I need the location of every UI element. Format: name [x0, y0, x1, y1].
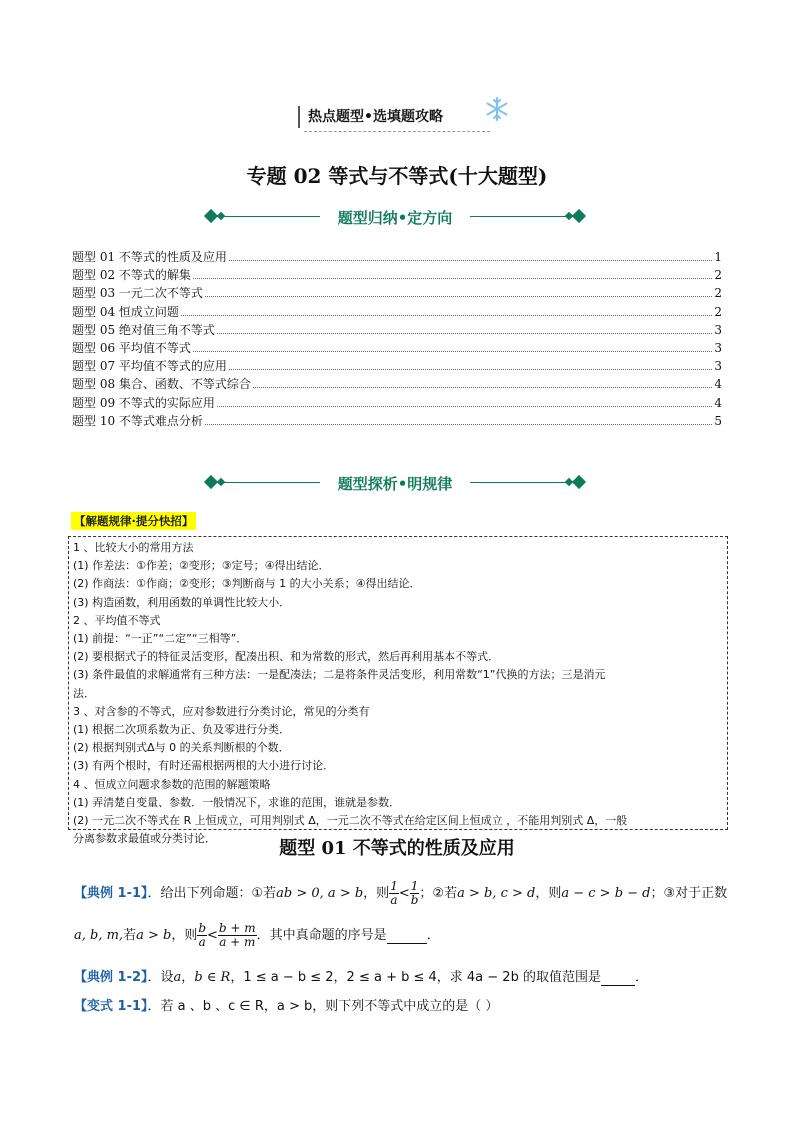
toc-title: 题型 04 恒成立问题: [72, 304, 179, 319]
toc-title: 题型 02 不等式的解集: [72, 268, 191, 283]
banner-bar: [298, 106, 300, 128]
toc-title: 题型 07 平均值不等式的应用: [72, 359, 227, 374]
section-title: 题型归纳•定方向: [328, 209, 463, 227]
example-1-2: 【典例 1-2】．设a，b ∈ R，1 ≤ a − b ≤ 2，2 ≤ a + b ≤ 4，求 4a − 2b 的取值范围是 ．: [74, 970, 648, 985]
toc-title: 题型 08 集合、函数、不等式综合: [72, 377, 251, 392]
toc-title: 题型 03 一元二次不等式: [72, 286, 203, 301]
toc-page: 4: [714, 377, 722, 392]
tip-line: 2 、平均值不等式: [73, 613, 161, 627]
toc-item[interactable]: [72, 375, 722, 393]
section-heading-1: [200, 207, 590, 227]
tip-line: (2) 作商法：①作商；②变形；③判断商与 1 的大小关系；④得出结论．: [73, 577, 421, 591]
tip-line: (1) 根据二次项系数为正、负及零进行分类．: [73, 723, 291, 737]
fraction: $\frac{b + m}{a + m}$: [218, 921, 256, 949]
tip-line: 3 、对含参的不等式，应对参数进行分类讨论，常见的分类有: [73, 704, 370, 718]
toc-page: 1: [714, 250, 722, 264]
tip-line: (2) 一元二次不等式在 R 上恒成立，可用判别式 Δ，一元二次不等式在给定区间上恒成立 ，不能用判别式 Δ，一般: [73, 814, 628, 828]
toc-item[interactable]: [72, 412, 722, 430]
toc-page: 3: [714, 322, 722, 337]
tip-line: (3) 有两个根时，有时还需根据两根的大小进行讨论．: [73, 759, 335, 773]
document-title: 专题 02 等式与不等式(十大题型): [246, 164, 548, 188]
toc-page: 5: [714, 413, 722, 428]
example-1-1-line-1: 【典例 1-1】．给出下列命题：①若ab > 0, a > b，则 $\frac{1}{a}$ < $\frac{1}{b}$ ；②若a > b, c > d，则a − c > b − d；③对于正数: [74, 879, 728, 907]
tip-line: 分离参数求最值或分类讨论．: [73, 832, 216, 846]
fraction: $\frac{b}{a}$: [198, 921, 207, 949]
tips-tag: 【解题规律·提分快招】: [71, 512, 196, 530]
toc-page: 3: [714, 340, 722, 355]
toc-item[interactable]: [72, 303, 722, 321]
example-label: 【变式 1-1】: [74, 999, 148, 1014]
tip-line: 1 、比较大小的常用方法: [73, 541, 194, 554]
header-banner: [304, 104, 490, 130]
toc-title: 题型 01 不等式的性质及应用: [72, 250, 227, 264]
toc-item[interactable]: [72, 339, 722, 357]
answer-blank[interactable]: [601, 970, 635, 986]
section-heading-2: [200, 473, 590, 493]
toc-item[interactable]: [72, 266, 722, 284]
toc-item[interactable]: [72, 248, 722, 266]
topic-heading: 题型 01 不等式的性质及应用: [279, 838, 515, 859]
toc-page: 2: [714, 304, 722, 319]
fraction: $\frac{1}{b}$: [410, 879, 419, 907]
banner-text: 热点题型•选填题攻略: [308, 109, 443, 125]
example-label: 【典例 1-1】: [74, 886, 148, 901]
tip-line: (1) 前提：“一正”“二定”“三相等”．: [73, 632, 248, 646]
tip-line: 法．: [73, 686, 95, 700]
toc-item[interactable]: [72, 321, 722, 339]
example-label: 【典例 1-2】: [74, 970, 148, 985]
variant-1-1: 【变式 1-1】．若 a 、b 、c ∈ R，a > b，则下列不等式中成立的是（ ）: [74, 999, 499, 1014]
tip-line: (3) 构造函数，利用函数的单调性比较大小．: [73, 595, 291, 609]
toc-page: 4: [714, 395, 722, 410]
answer-blank[interactable]: [387, 928, 427, 944]
tips-box: [68, 536, 728, 846]
toc-title: 题型 06 平均值不等式: [72, 340, 191, 355]
table-of-contents: [72, 248, 722, 430]
toc-item[interactable]: [72, 394, 722, 412]
toc-page: 2: [714, 286, 722, 301]
tip-line: (2) 根据判别式Δ与 0 的关系判断根的个数．: [73, 741, 290, 755]
tip-line: (1) 作差法：①作差；②变形；③定号；④得出结论．: [73, 559, 330, 573]
toc-title: 题型 09 不等式的实际应用: [72, 395, 215, 410]
tip-line: (3) 条件最值的求解通常有三种方法：一是配凑法；二是将条件灵活变形，利用常数“1”代换的方法；三是消元: [73, 668, 606, 682]
toc-title: 题型 10 不等式难点分析: [72, 413, 203, 428]
tip-line: (1) 弄清楚自变量、参数．一般情况下，求谁的范围，谁就是参数．: [73, 795, 401, 809]
toc-page: 3: [714, 359, 722, 374]
tip-line: 4 、恒成立问题求参数的范围的解题策略: [73, 777, 271, 791]
fraction: $\frac{1}{a}$: [390, 879, 398, 907]
toc-page: 2: [714, 268, 722, 283]
banner-divider: [304, 131, 490, 132]
snowflake-icon: [484, 96, 510, 122]
example-1-1-line-2: a, b, m,若a > b，则 $\frac{b}{a}$ < $\frac{b + m}{a + m}$ ．其中真命题的序号是 ．: [74, 921, 440, 949]
toc-item[interactable]: [72, 284, 722, 302]
section-title: 题型探析•明规律: [328, 475, 463, 493]
tip-line: (2) 要根据式子的特征灵活变形，配凑出积、和为常数的形式，然后再利用基本不等式．: [73, 650, 500, 664]
toc-title: 题型 05 绝对值三角不等式: [72, 322, 215, 337]
toc-item[interactable]: [72, 357, 722, 375]
